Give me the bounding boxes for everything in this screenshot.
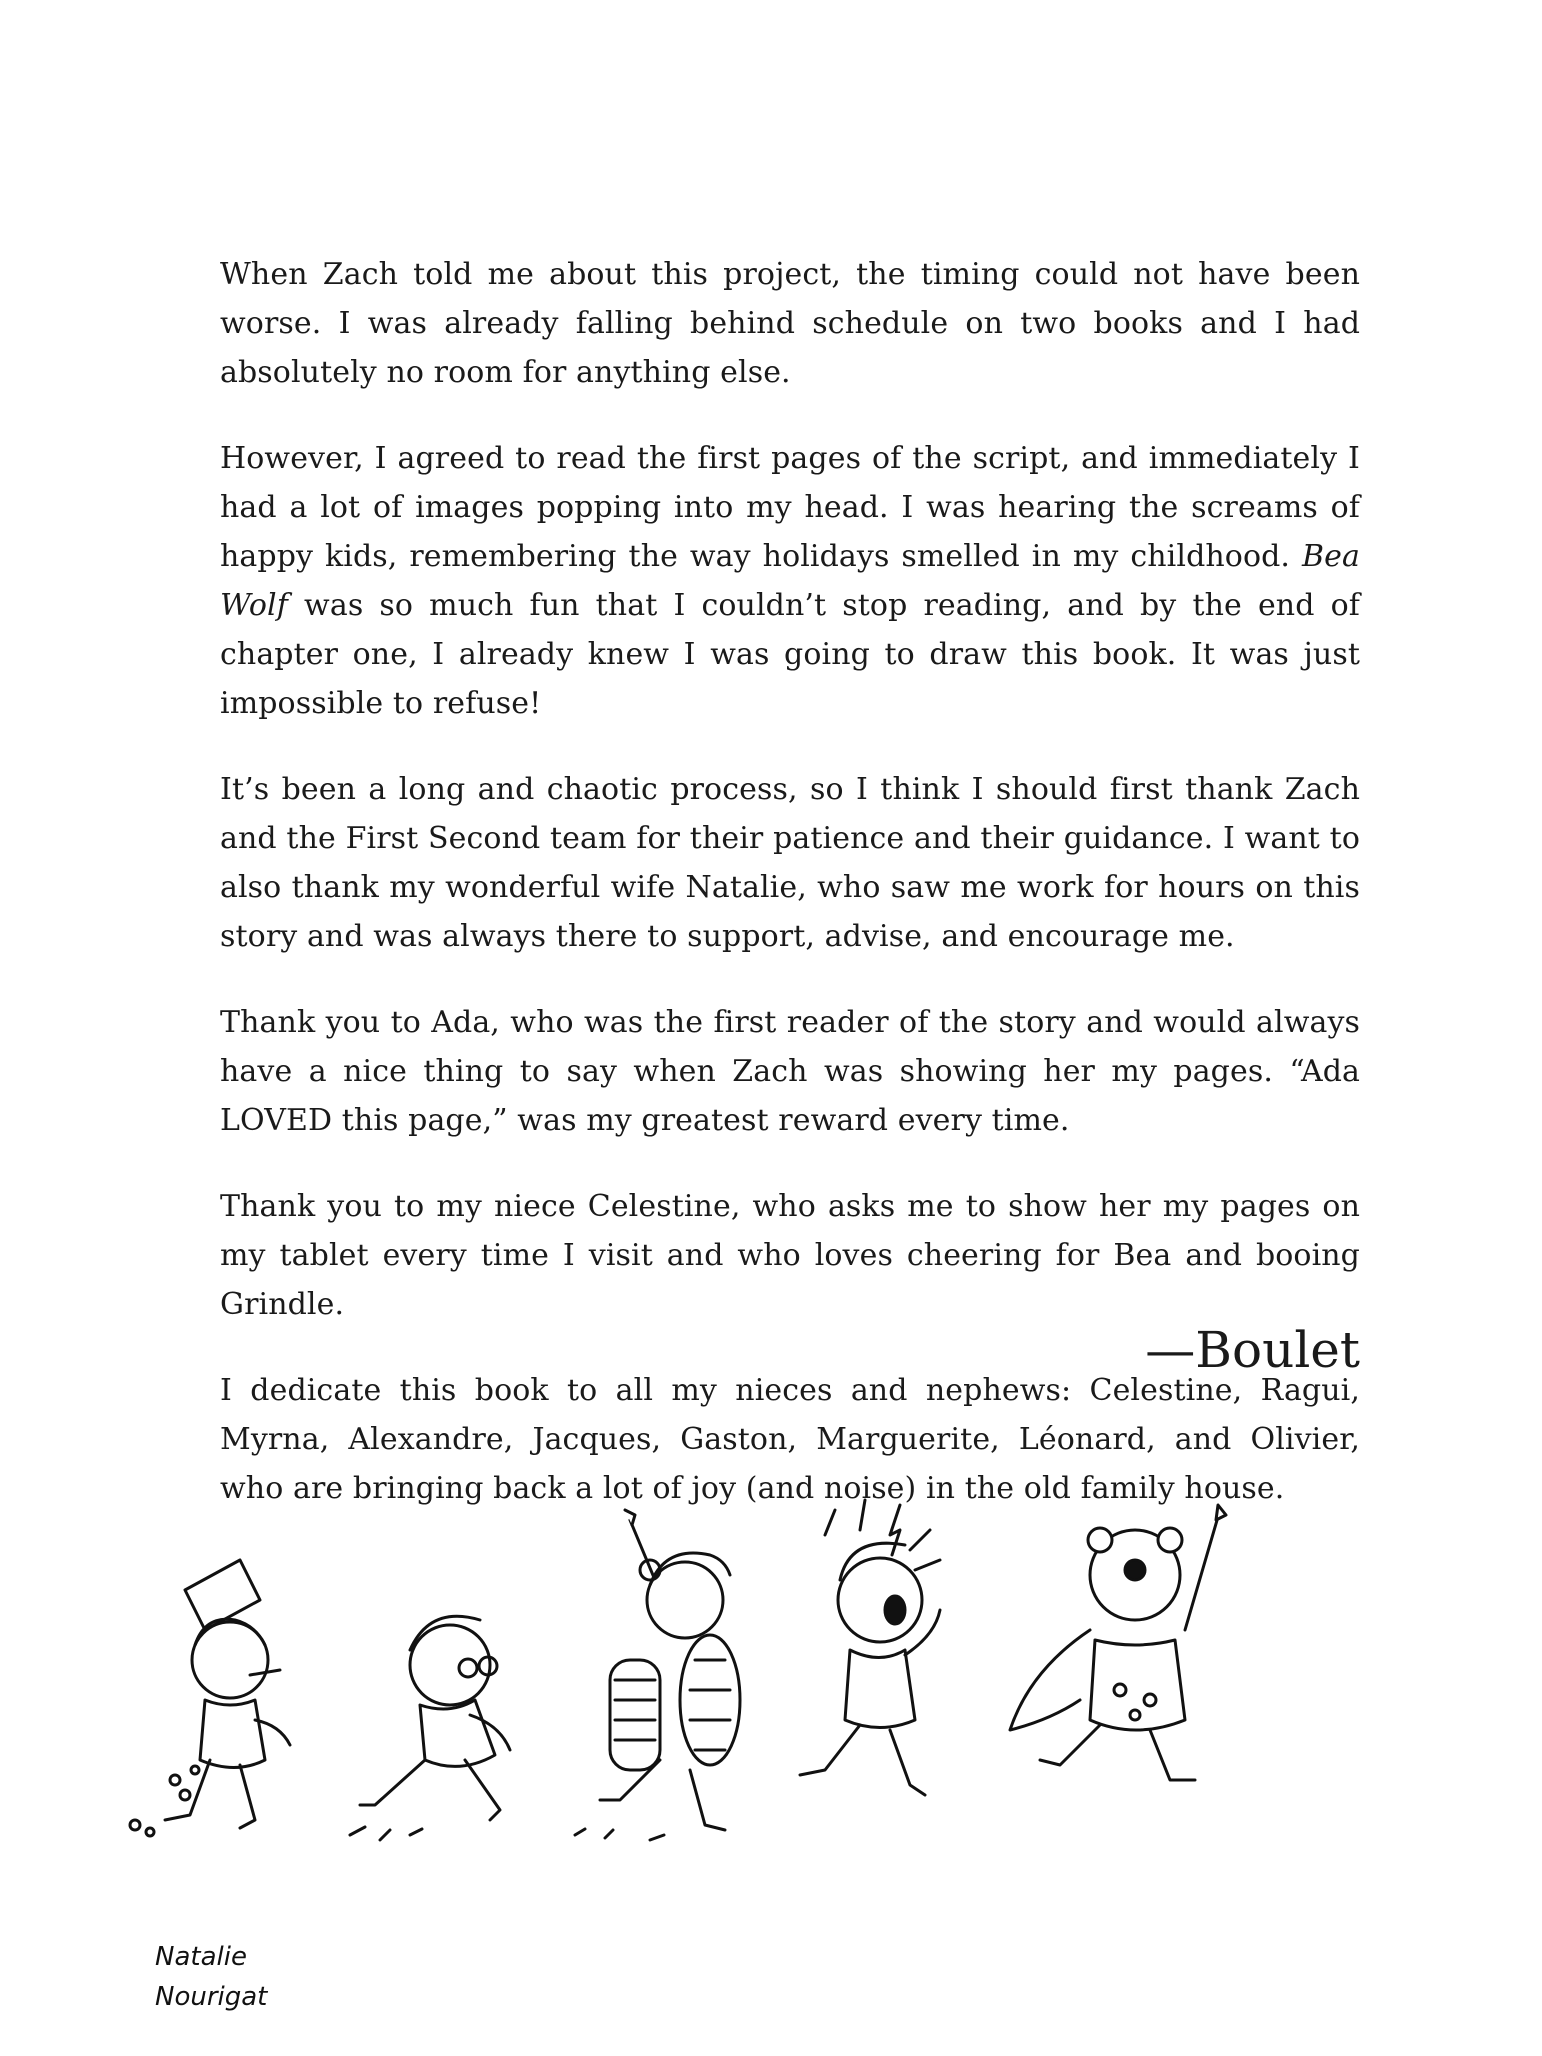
artist-signature-last-name: Nourigat bbox=[155, 1982, 268, 2012]
kid-with-hat-figure bbox=[130, 1560, 290, 1836]
book-title: Bea Wolf bbox=[220, 539, 1360, 623]
paragraph-3: It’s been a long and chaotic process, so I think I should first thank Zach and the First Second team for their patience and their guidance. I want to also thank my wonderful wife Natalie, who saw me work for hours on this story and was always there to support, advise, and encourage me. bbox=[220, 772, 1360, 954]
paragraph-1: When Zach told me about this project, the timing could not have been worse. I was already falling behind schedule on two books and I had absolutely no room for anything else. bbox=[220, 257, 1360, 390]
paragraph-4: Thank you to Ada, who was the first reader of the story and would always have a nice thing to say when Zach was showing her my pages. “Ada LOVED this page,” was my greatest reward every time. bbox=[220, 1005, 1360, 1138]
artist-signature-first-name: Natalie bbox=[155, 1942, 247, 1972]
paragraph-5: Thank you to my niece Celestine, who asks me to show her my pages on my tablet every time I visit and who loves cheering for Bea and booing Grindle. bbox=[220, 1189, 1360, 1322]
artist-signature-mark bbox=[150, 1925, 290, 2025]
kid-shouting-figure bbox=[800, 1500, 940, 1795]
running-kids-illustration bbox=[90, 1490, 1452, 1930]
kid-with-bear-hat-figure bbox=[1010, 1505, 1226, 1780]
kid-with-sword-and-shield-figure bbox=[575, 1510, 740, 1840]
paragraph-2-part-2: was so much fun that I couldn’t stop reading, and by the end of chapter one, I already knew I was going to draw this book. It was just impossible to refuse! bbox=[220, 588, 1360, 721]
paragraph-2 bbox=[220, 434, 1360, 728]
paragraph-6: I dedicate this book to all my nieces and nephews: Celestine, Ragui, Myrna, Alexandre, Jacques, Gaston, Marguerite, Léonard, and Olivier, who are bringing back a lot of joy (and noise) in the old family house. bbox=[220, 1373, 1360, 1506]
kid-with-glasses-figure bbox=[350, 1616, 510, 1840]
author-signature: —Boulet bbox=[1145, 1321, 1360, 1379]
paragraph-2-part-1: However, I agreed to read the first pages of the script, and immediately I had a lot of images popping into my head. I was hearing the screams of happy kids, remembering the way holidays smelled in my childhood. bbox=[220, 441, 1360, 574]
